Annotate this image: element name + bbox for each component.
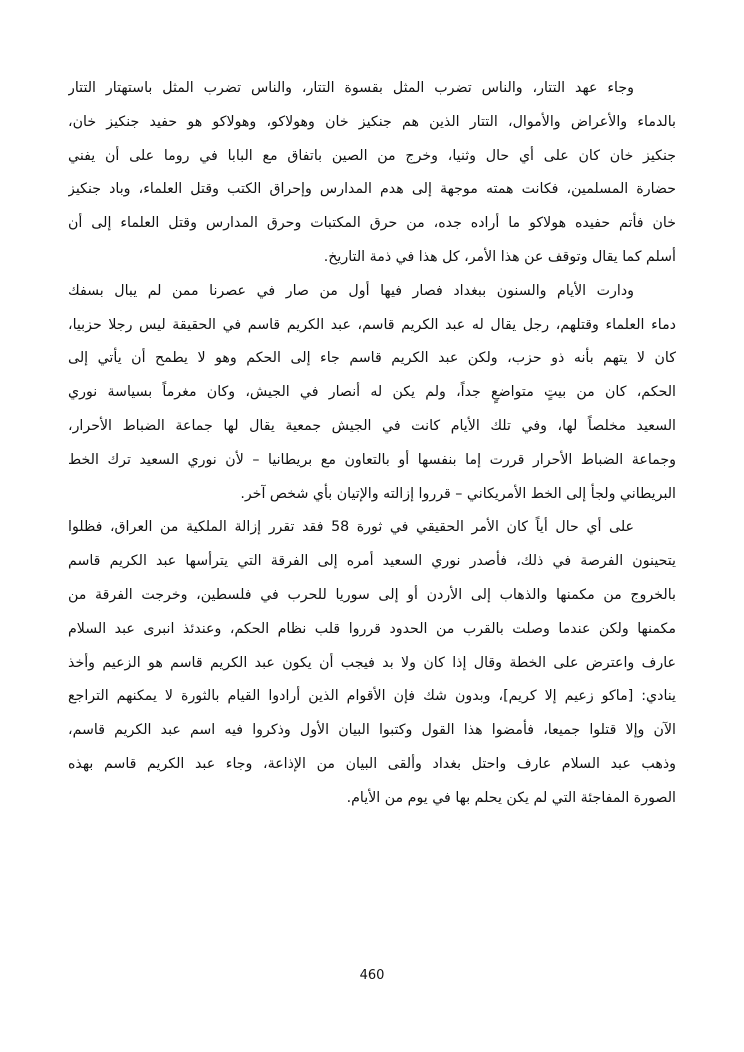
text-line: بالخروج من مكمنها والذهاب إلى الأردن أو إلى سوريا للحرب في فلسطين، وخرجت الفرقة من [68, 586, 676, 603]
text-line: السعيد مخلصاً لها، وفي تلك الأيام كانت في الجيش جمعية يقال لها جماعة الضباط الأحرار، [68, 417, 676, 434]
text-line: ودارت الأيام والسنون ببغداد فصار فيها أول من صار في عصرنا ممن لم يبال بسفك [68, 282, 634, 299]
text-line: مكمنها ولكن عندما وصلت بالقرب من الحدود قرروا قلب نظام الحكم، وعندئذ انبرى عبد السلام [68, 620, 676, 637]
text-line: بالدماء والأعراض والأموال، التتار الذين هم جنكيز خان وهولاكو، وهولاكو هو حفيد جنكيز خان، [68, 113, 676, 130]
text-line: جنكيز خان كان على أي حال وثنيا، وخرج من الصين باتفاق مع البابا في روما على أن يفني [68, 147, 676, 164]
text-line: الآن وإلا قتلوا جميعا، فأمضوا هذا القول وكتبوا البيان الأول وذكروا فيه اسم عبد الكريم قاسم، [68, 722, 676, 739]
paragraph-3 [68, 511, 676, 815]
text-line: خان فأتم حفيده هولاكو ما أراده جده، من حرق المكتبات وحرق المدارس وقتل العلماء إلى أن [68, 215, 676, 232]
text-line: وجاء عهد التتار، والناس تضرب المثل بقسوة التتار، والناس تضرب المثل باستهتار التتار [68, 80, 634, 96]
text-line: ينادي: [ماكو زعيم إلا كريم]، وبدون شك فإن الأقوام الذين أرادوا القيام بالثورة لا يمكنهم التراجع [68, 688, 676, 705]
text-line: حضارة المسلمين، فكانت همته موجهة إلى هدم المدارس وإحراق الكتب وقتل العلماء، وباد جنكيز [68, 181, 676, 198]
text-line: دماء العلماء وقتلهم، رجل يقال له عبد الكريم قاسم، عبد الكريم قاسم في الحقيقة ليس رجلا حزبيا، [68, 316, 676, 333]
text-line: أسلم كما يقال وتوقف عن هذا الأمر، كل هذا في ذمة التاريخ. [323, 248, 676, 265]
text-line: كان لا يتهم بأنه ذو حزب، ولكن عبد الكريم قاسم جاء إلى الحكم وهو لا يطمح أن يأتي إلى [68, 350, 676, 367]
text-line: يتحينون الفرصة في ذلك، فأصدر نوري السعيد أمره إلى الفرقة التي يترأسها عبد الكريم قاسم [68, 553, 676, 570]
text-line: وجماعة الضباط الأحرار قررت إما بنفسها أو بالتعاون مع بريطانيا – لأن نوري السعيد ترك الخط [68, 451, 676, 468]
paragraph-1 [68, 72, 676, 275]
paragraph-2 [68, 275, 676, 512]
text-line: الحكم، كان من بيتٍ متواضعٍ جداً، ولم يكن له أنصار في الجيش، وكان مغرماً بسياسة نوري [68, 384, 676, 401]
text-line: وذهب عبد السلام عارف واحتل بغداد وألقى البيان من الإذاعة، وجاء عبد الكريم قاسم بهذه [68, 755, 676, 772]
text-line: على أي حال أياً كان الأمر الحقيقي في ثورة 58 فقد تقرر إزالة الملكية من العراق، فظلوا [68, 519, 634, 536]
text-line: عارف واعترض على الخطة وقال إذا كان ولا بد فيجب أن يكون عبد الكريم قاسم هو الزعيم وأخذ [68, 654, 676, 671]
text-line: الصورة المفاجئة التي لم يكن يحلم بها في يوم من الأيام. [346, 789, 676, 806]
page-number: 460 [359, 968, 385, 983]
text-line: البريطاني ولجأ إلى الخط الأمريكاني – قرروا إزالته والإتيان بأي شخص آخر. [240, 485, 676, 502]
document-page [68, 72, 676, 816]
